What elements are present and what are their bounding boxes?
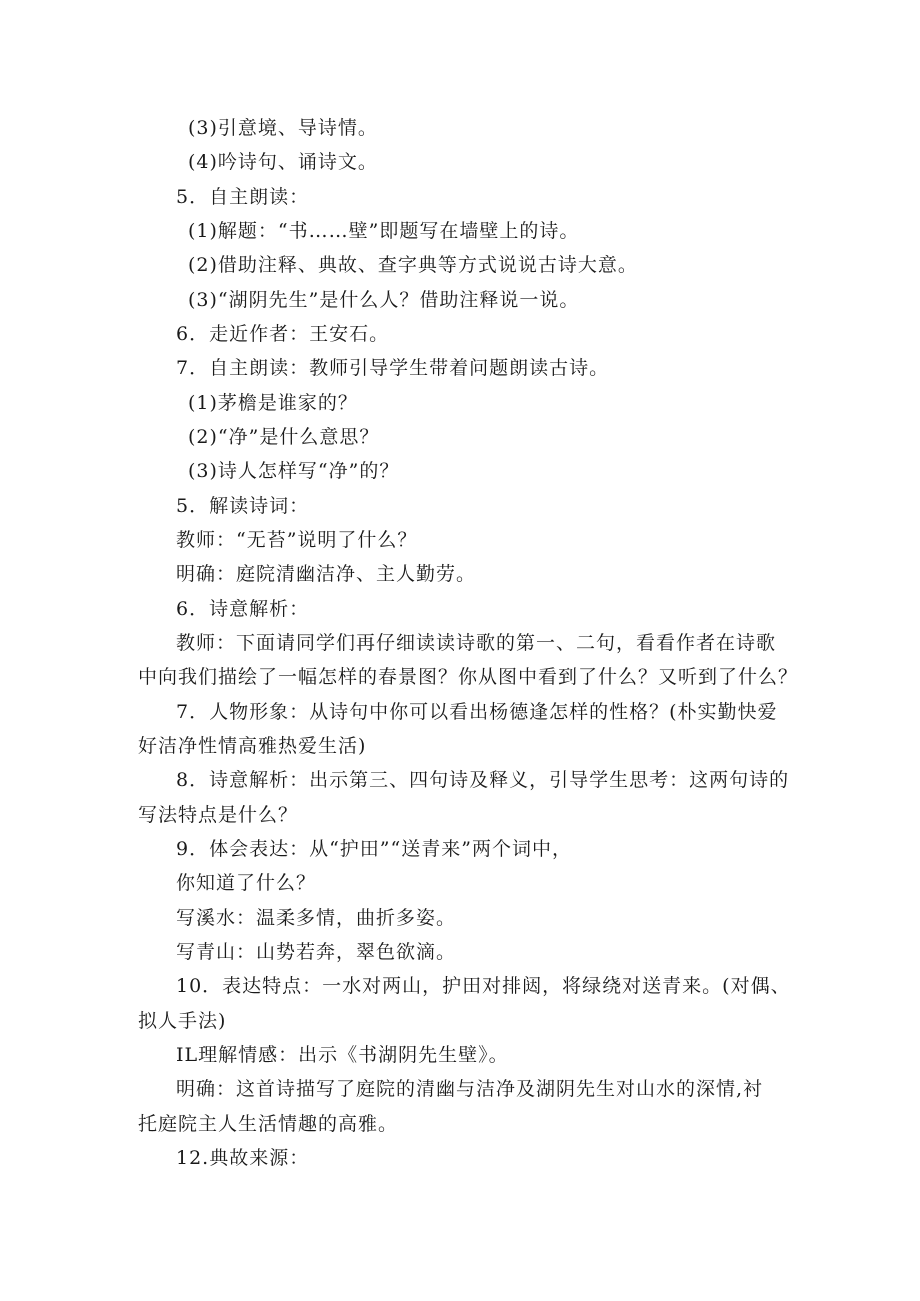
text-line: (4)吟诗句、诵诗文。	[188, 151, 378, 173]
text-line: (1)茅檐是谁家的？	[188, 392, 358, 414]
text-line: IL理解情感：出示《书湖阴先生壁》。	[176, 1044, 509, 1066]
text-line: 10．表达特点：一水对两山，护田对排闼，将绿绕对送青来。(对偶、	[176, 975, 791, 997]
text-line: (3)“湖阴先生”是什么人？借助注释说一说。	[188, 289, 580, 311]
text-line: (1)解题：“书……壁”即题写在墙壁上的诗。	[188, 220, 580, 242]
text-line: 你知道了什么？	[176, 872, 317, 894]
text-line: 中向我们描绘了一幅怎样的春景图？你从图中看到了什么？又听到了什么？	[138, 666, 799, 688]
text-line: 明确：庭院清幽洁净、主人勤劳。	[176, 563, 477, 585]
text-line: 7．自主朗读：教师引导学生带着问题朗读古诗。	[176, 357, 610, 379]
text-line: 12.典故来源：	[176, 1147, 310, 1169]
text-line: (2)借助注释、典故、查字典等方式说说古诗大意。	[188, 254, 638, 276]
text-line: 教师：“无苔”说明了什么？	[176, 529, 418, 551]
text-line: (2)“净”是什么意思？	[188, 426, 380, 448]
text-line: 9．体会表达：从“护田”“送青来”两个词中，	[176, 838, 572, 860]
text-line: 写法特点是什么？	[138, 804, 299, 826]
text-line: 7．人物形象：从诗句中你可以看出杨德逢怎样的性格？(朴实勤快爱	[176, 701, 778, 723]
text-line: 拟人手法)	[138, 1010, 227, 1032]
text-line: 写溪水：温柔多情，曲折多姿。	[176, 907, 457, 929]
text-line: 5．解读诗词：	[176, 495, 310, 517]
text-line: 明确：这首诗描写了庭院的清幽与洁净及湖阴先生对山水的深情,衬	[176, 1078, 764, 1100]
text-line: 教师：下面请同学们再仔细读读诗歌的第一、二句，看看作者在诗歌	[176, 632, 777, 654]
text-line: 托庭院主人生活情趣的高雅。	[138, 1113, 399, 1135]
text-line: 8．诗意解析：出示第三、四句诗及释义，引导学生思考：这两句诗的	[176, 769, 790, 791]
text-line: (3)引意境、导诗情。	[188, 117, 378, 139]
text-line: 6．诗意解析：	[176, 598, 310, 620]
text-line: 写青山：山势若奔，翠色欲滴。	[176, 941, 457, 963]
text-line: 6．走近作者：王安石。	[176, 323, 390, 345]
text-line: 好洁净性情高雅热爱生活)	[138, 735, 367, 757]
text-line: 5．自主朗读：	[176, 186, 310, 208]
text-line: (3)诗人怎样写“净”的？	[188, 460, 400, 482]
